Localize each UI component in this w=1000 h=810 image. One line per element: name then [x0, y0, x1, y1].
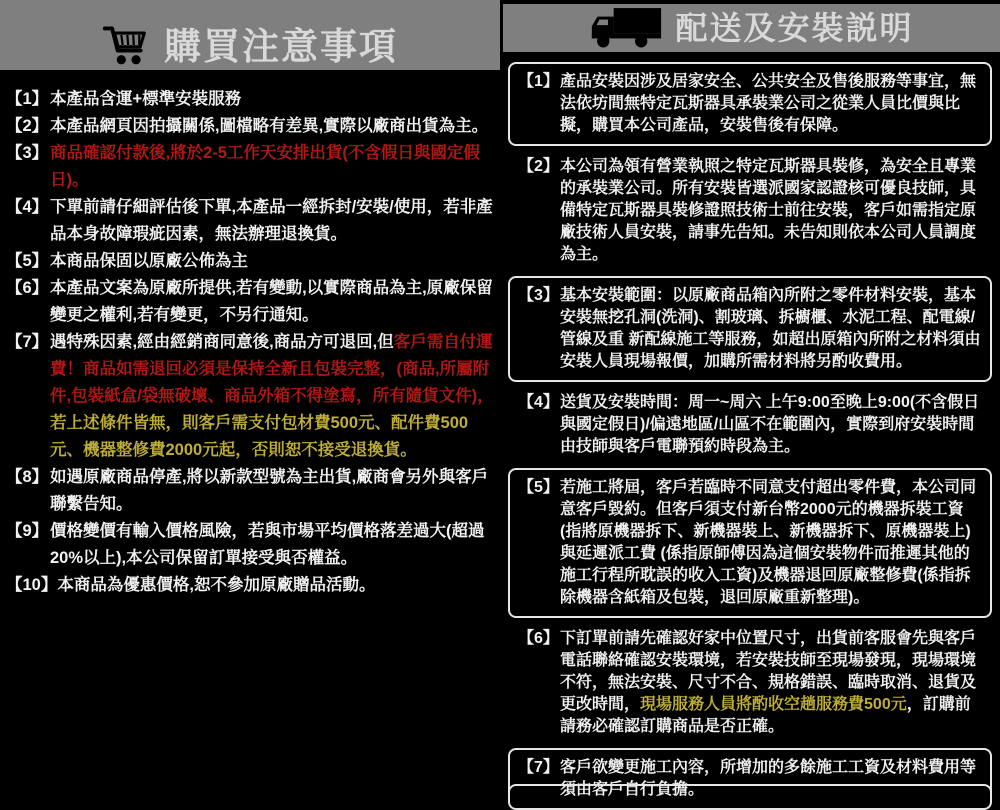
text-segment-white: 本產品含運+標準安裝服務: [50, 90, 241, 108]
item-number: 【9】: [6, 518, 50, 572]
item-text: [50, 518, 496, 572]
purchase-notes-header: [0, 0, 500, 70]
text-segment-white: 價格變價有輸入價格風險，若與市場平均價格落差過大(超過20%以上),本公司保留訂單接受與否權益。: [50, 522, 485, 567]
text-segment-white: 遇特殊因素,經由經銷商同意後,商品方可退回,但: [50, 333, 394, 351]
text-segment-white: 客戶欲變更施工內容，所增加的多餘施工工資及材料費用等須由客戶自行負擔。: [560, 759, 976, 798]
text-segment-white: 如遇原廠商品停產,將以新款型號為主出貨,廠商會另外與客戶聯繫告知。: [50, 468, 488, 513]
item-text: [50, 275, 496, 329]
list-item: [6, 113, 496, 140]
list-item: [508, 62, 992, 146]
list-item: [6, 140, 496, 194]
item-number: 【8】: [6, 464, 50, 518]
item-text: [57, 572, 496, 599]
text-segment-yellow: 現場服務人員將酌收空趟服務費500元: [640, 696, 907, 713]
list-item: [508, 748, 992, 810]
item-text: [560, 71, 982, 137]
delivery-install-title: 配送及安裝説明: [675, 10, 913, 46]
item-number: 【5】: [518, 477, 560, 609]
list-item: [6, 248, 496, 275]
item-number: 【10】: [6, 572, 57, 599]
item-number: 【2】: [518, 156, 560, 266]
delivery-install-header: [503, 4, 1000, 52]
purchase-notes-list: [0, 70, 500, 599]
item-text: [50, 140, 496, 194]
item-text: [50, 194, 496, 248]
text-segment-white: 基本安裝範圍：以原廠商品箱內所附之零件材料安裝，基本安裝無挖孔洞(洗洞)、割玻璃、拆櫥櫃、水泥工程、配電線/管線及重 新配線施工等服務，如超出原箱內所附之材料須由安裝人員現場報價，加購所需材料將另酌收費用。: [560, 287, 980, 370]
item-text: [50, 464, 496, 518]
list-item: [6, 86, 496, 113]
item-number: 【5】: [6, 248, 50, 275]
item-number: 【1】: [6, 86, 50, 113]
text-segment-white: 下訂單前請先確認好家中位置尺寸，出貨前客服會先與客戶電話聯絡確認安裝環境，若安裝技師至現場發現，現場環境不符，無法安裝、尺寸不合、規格錯誤、臨時取消、退貨及更改時間，: [560, 630, 976, 713]
item-text: [560, 285, 982, 373]
text-segment-white: ，訂購前請務必確認訂購商品是否正確。: [560, 696, 971, 735]
text-segment-white: 本商品保固以原廠公佈為主: [50, 252, 248, 270]
list-item: [6, 329, 496, 464]
text-segment-red: 客戶需自付運費！商品如需退回必須是保持全新且包裝完整，(商品,所屬附件,包裝紙盒/袋無破壞、商品外箱不得塗寫，所有隨貨文件)，: [50, 333, 494, 405]
item-text: [50, 329, 496, 464]
item-number: 【1】: [518, 71, 560, 137]
item-number: 【4】: [6, 194, 50, 248]
list-item: [6, 275, 496, 329]
item-number: 【4】: [518, 392, 560, 458]
list-item: [508, 154, 992, 268]
purchase-notes-title: 購買注意事項: [164, 27, 398, 67]
text-segment-white: 若施工將屆，客戶若臨時不同意支付超出零件費，本公司同意客戶毀約。但客戶須支付新台幣2000元的機器拆裝工資(指將原機器拆下、新機器裝上、新機器拆下、原機器裝上)與延遲派工費 (係指原師傅因為這個安裝物件而推遲其他的施工行程所耽誤的收入工資)及機器退回原廠整修費(係指拆除機器含紙箱及包裝，退回原廠重新整理)。: [560, 479, 976, 606]
item-number: 【3】: [518, 285, 560, 373]
item-number: 【7】: [6, 329, 50, 464]
list-item: [6, 518, 496, 572]
list-item: [6, 194, 496, 248]
text-segment-white: 本商品為優惠價格,恕不參加原廠贈品活動。: [57, 576, 375, 594]
item-text: [560, 477, 982, 609]
cutoff-box-top-edge: [508, 784, 992, 800]
text-segment-white: 下單前請仔細評估後下單,本產品一經拆封/安裝/使用，若非產品本身故障瑕疵因素，無法辦理退換貨。: [50, 198, 493, 243]
item-text: [560, 392, 982, 458]
item-text: [560, 628, 982, 738]
truck-icon: [589, 7, 663, 49]
item-text: [560, 156, 982, 266]
text-segment-yellow: 若上述條件皆無，則客戶需支付包材費500元、配件費500元、機器整修費2000元起，否則恕不接受退換貨。: [50, 414, 468, 459]
list-item: [6, 464, 496, 518]
item-text: [50, 86, 496, 113]
item-text: [50, 248, 496, 275]
list-item: [508, 468, 992, 618]
list-item: [508, 390, 992, 460]
text-segment-white: 本產品網頁因拍攝關係,圖檔略有差異,實際以廠商出貨為主。: [50, 117, 488, 135]
text-segment-white: 產品安裝因涉及居家安全、公共安全及售後服務等事宜，無法依坊間無特定瓦斯器具承裝業公司之從業人員比價與比擬，購買本公司產品，安裝售後有保障。: [560, 73, 976, 134]
purchase-notes-panel: [0, 0, 500, 790]
item-number: 【7】: [518, 757, 560, 801]
list-item: [508, 626, 992, 740]
item-number: 【2】: [6, 113, 50, 140]
item-number: 【6】: [6, 275, 50, 329]
text-segment-white: 本公司為領有營業執照之特定瓦斯器具裝修，為安全且專業的承裝業公司。所有安裝皆選派國家認證核可優良技師，具備特定瓦斯器具裝修證照技術士前往安裝，客戶如需指定原廠技術人員安裝，請事先告知。未告知則依本公司人員調度為主。: [560, 158, 976, 263]
list-item: [6, 572, 496, 599]
item-text: [50, 113, 496, 140]
text-segment-red: 商品確認付款後,將於2-5工作天安排出貨(不含假日與國定假日)。: [50, 144, 480, 189]
text-segment-white: 送貨及安裝時間：周一~周六 上午9:00至晚上9:00(不含假日與國定假日)/偏遠地區/山區不在範圍內，實際到府安裝時間由技師與客戶電聯預約時段為主。: [560, 394, 979, 455]
delivery-install-list: [500, 52, 1000, 810]
list-item: [508, 276, 992, 382]
text-segment-white: 本產品文案為原廠所提供,若有變動,以實際商品為主,原廠保留變更之權利,若有變更，不另行通知。: [50, 279, 493, 324]
cart-icon: [102, 23, 148, 67]
item-number: 【3】: [6, 140, 50, 194]
item-number: 【6】: [518, 628, 560, 738]
delivery-install-panel: [500, 0, 1000, 790]
